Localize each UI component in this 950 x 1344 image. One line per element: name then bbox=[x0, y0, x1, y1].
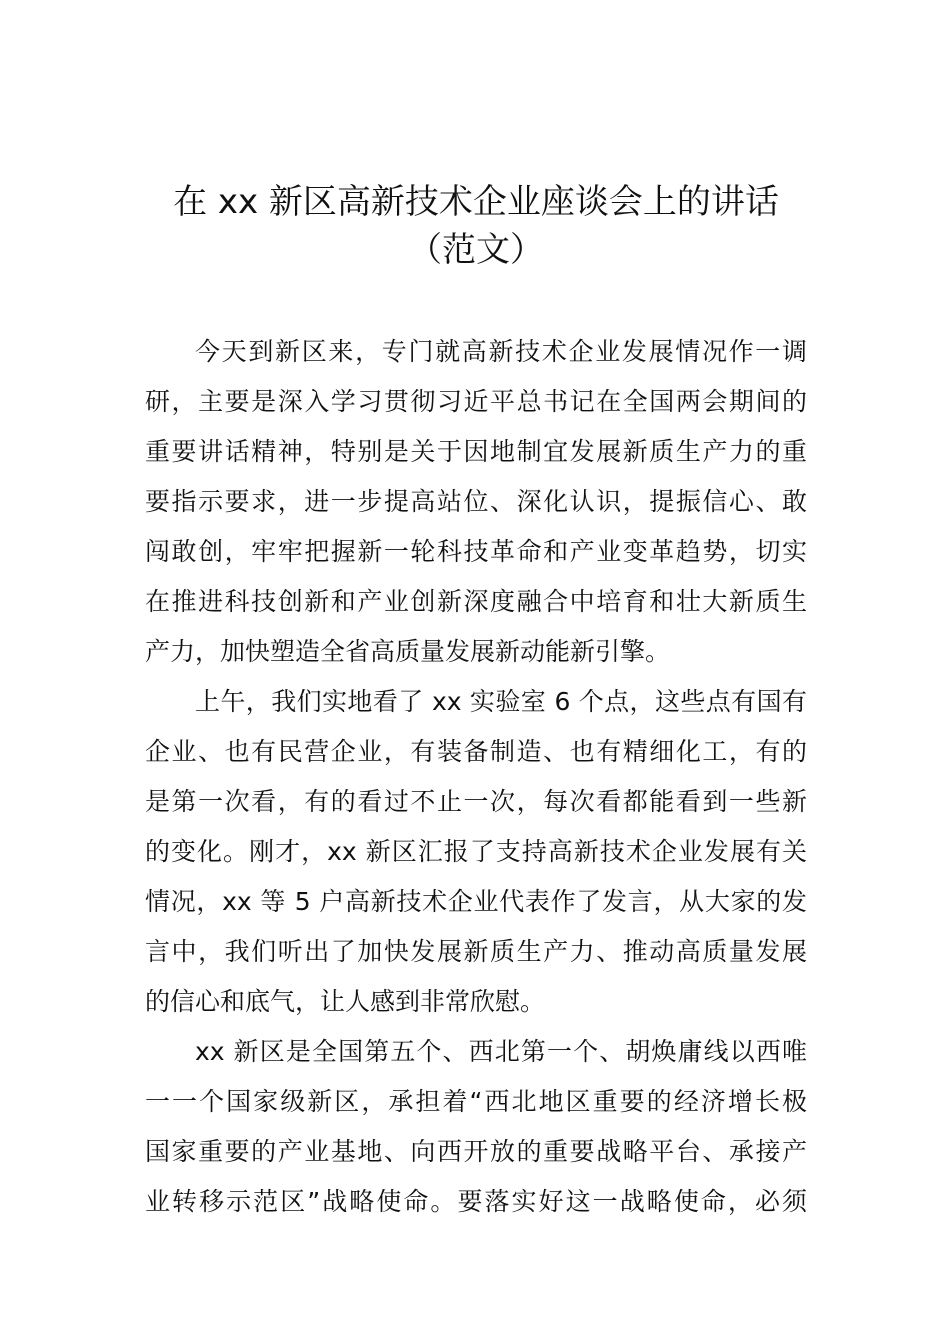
paragraph-2-line-7: 的信心和底气，让人感到非常欣慰。 bbox=[145, 987, 546, 1016]
document-body bbox=[145, 327, 807, 1227]
paragraph-2-line-5: 情况，xx 等 5 户高新技术企业代表作了发言，从大家的发 bbox=[145, 887, 807, 916]
paragraph-1-line-6: 在推进科技创新和产业创新深度融合中培育和壮大新质生 bbox=[145, 587, 807, 616]
paragraph-1-line-7: 产力，加快塑造全省高质量发展新动能新引擎。 bbox=[145, 637, 671, 666]
paragraph-3-line-2: 一一个国家级新区，承担着“西北地区重要的经济增长极 bbox=[145, 1087, 807, 1116]
paragraph-1-line-1: 今天到新区来，专门就高新技术企业发展情况作一调 bbox=[195, 337, 807, 366]
paragraph-3-line-1: xx 新区是全国第五个、西北第一个、胡焕庸线以西唯 bbox=[195, 1037, 807, 1066]
document-title: 在 xx 新区高新技术企业座谈会上的讲话 bbox=[173, 182, 779, 222]
paragraph-2-line-6: 言中，我们听出了加快发展新质生产力、推动高质量发展 bbox=[145, 937, 807, 966]
paragraph-3-line-3: 国家重要的产业基地、向西开放的重要战略平台、承接产 bbox=[145, 1137, 807, 1166]
paragraph-2-line-3: 是第一次看，有的看过不止一次，每次看都能看到一些新 bbox=[145, 787, 807, 816]
paragraph-1-line-5: 闯敢创，牢牢把握新一轮科技革命和产业变革趋势，切实 bbox=[145, 537, 807, 566]
document-subtitle: （范文） bbox=[408, 230, 544, 270]
paragraph-2-line-4: 的变化。刚才，xx 新区汇报了支持高新技术企业发展有关 bbox=[145, 837, 807, 866]
paragraph-3-line-4: 业转移示范区”战略使命。要落实好这一战略使命，必须 bbox=[145, 1187, 807, 1216]
paragraph-2-line-1: 上午，我们实地看了 xx 实验室 6 个点，这些点有国有 bbox=[195, 687, 807, 716]
paragraph-1-line-2: 研，主要是深入学习贯彻习近平总书记在全国两会期间的 bbox=[145, 387, 807, 416]
paragraph-1-line-4: 要指示要求，进一步提高站位、深化认识，提振信心、敢 bbox=[145, 487, 807, 516]
paragraph-2-line-2: 企业、也有民营企业，有装备制造、也有精细化工，有的 bbox=[145, 737, 807, 766]
paragraph-1-line-3: 重要讲话精神，特别是关于因地制宜发展新质生产力的重 bbox=[145, 437, 807, 466]
